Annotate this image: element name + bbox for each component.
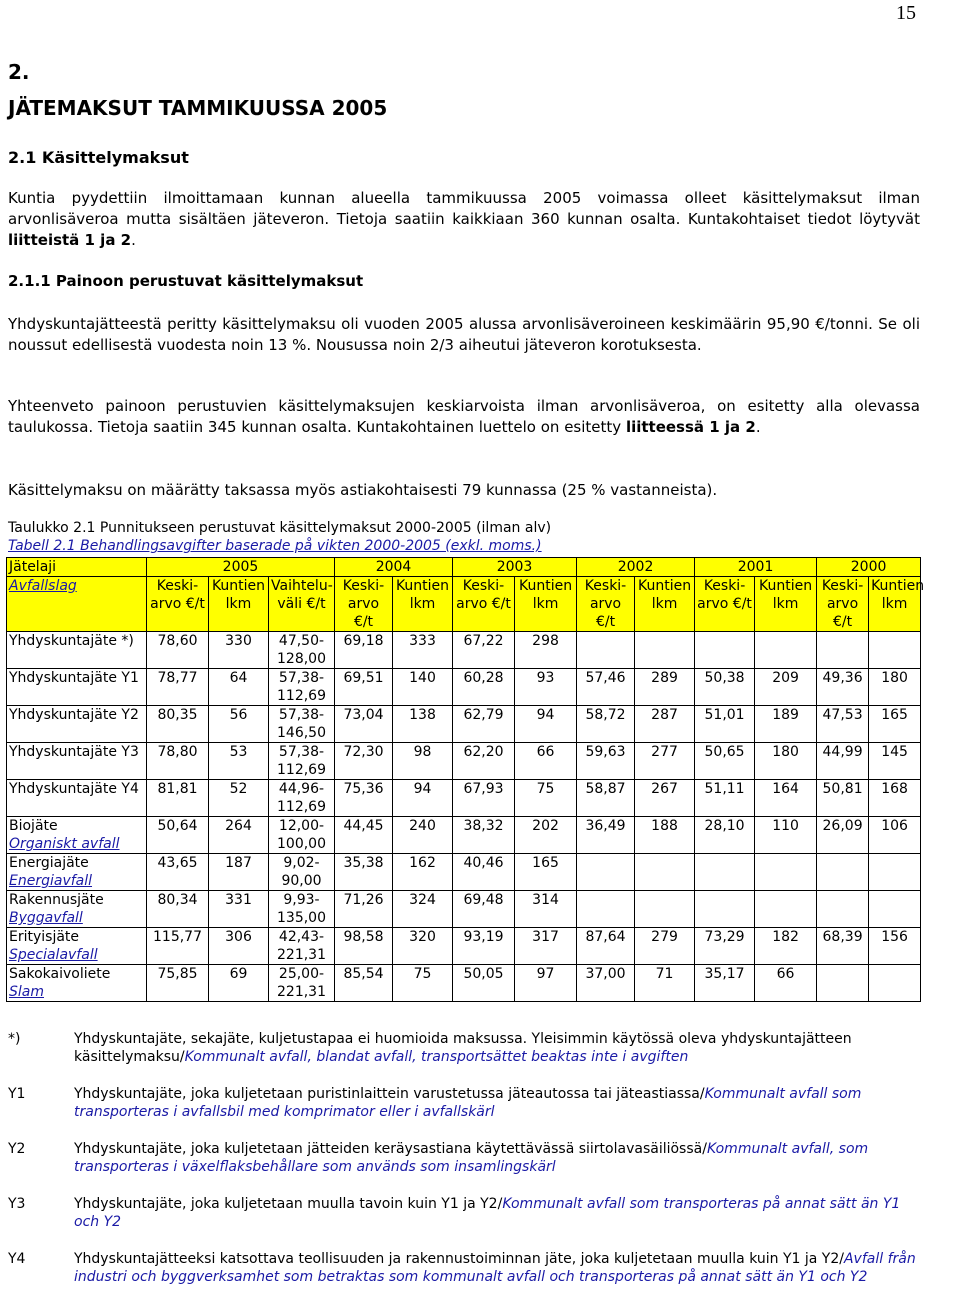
table-cell: 56 [209, 706, 269, 743]
table-cell: 80,34 [147, 891, 209, 928]
paragraph-2 [8, 396, 920, 438]
intro-paragraph [8, 188, 920, 251]
para2-end: . [755, 418, 761, 436]
table-cell [755, 891, 817, 928]
table-cell: 62,20 [453, 743, 515, 780]
table-cell [695, 891, 755, 928]
intro-bold-ref: liitteistä 1 ja 2 [8, 231, 132, 249]
row-label-fi: Yhdyskuntajäte Y2 [9, 707, 139, 723]
column-header: Keski-arvo €/t [577, 577, 635, 632]
table-cell: 69 [209, 965, 269, 1002]
row-label-sv: Organiskt avfall [9, 836, 120, 852]
table-cell: 330 [209, 632, 269, 669]
table-cell: 78,80 [147, 743, 209, 780]
table-row [7, 780, 921, 817]
footnote-text [74, 1030, 920, 1066]
table-cell: 73,04 [335, 706, 393, 743]
year-header: 2001 [695, 558, 817, 577]
table-cell: 138 [393, 706, 453, 743]
table-cell [817, 632, 869, 669]
row-label-fi: Rakennusjäte [9, 892, 104, 908]
column-header: Kuntien lkm [515, 577, 577, 632]
table-cell [577, 854, 635, 891]
column-header: Kuntien lkm [755, 577, 817, 632]
row-label-fi: Yhdyskuntajäte Y4 [9, 781, 139, 797]
footnotes [8, 1030, 920, 1305]
table-cell [635, 632, 695, 669]
table-cell: 52 [209, 780, 269, 817]
table-cell: 165 [869, 706, 921, 743]
footnote-key: *) [8, 1031, 21, 1047]
table-cell [635, 891, 695, 928]
table-cell: 98,58 [335, 928, 393, 965]
footnote-fi: Yhdyskuntajätteeksi katsottava teollisuuden ja rakennustoiminnan jäte, joka kuljetetaan muulla kuin Y1 ja Y2/ [74, 1251, 844, 1267]
table-cell: 314 [515, 891, 577, 928]
table-cell: 110 [755, 817, 817, 854]
year-header: 2000 [817, 558, 921, 577]
table-cell: 106 [869, 817, 921, 854]
footnote-text [74, 1195, 920, 1231]
table-cell: 58,87 [577, 780, 635, 817]
column-header: Kuntien lkm [209, 577, 269, 632]
row-label-fi: Yhdyskuntajäte *) [9, 633, 134, 649]
column-header: Kuntien lkm [869, 577, 921, 632]
table-cell: 57,38-112,69 [269, 743, 335, 780]
table-cell: 57,46 [577, 669, 635, 706]
footnote [8, 1030, 920, 1066]
table-cell: 98 [393, 743, 453, 780]
table-cell: 69,51 [335, 669, 393, 706]
footnote-sv: Avfall från industri och byggverksamhet som betraktas som kommunalt avfall och transporteras på annat sätt än Y1 och Y2 [74, 1251, 916, 1285]
table-cell: 53 [209, 743, 269, 780]
table-row [7, 854, 921, 891]
para2-bold-ref: liitteessä 1 ja 2 [625, 418, 756, 436]
row-label-sv: Slam [9, 984, 44, 1000]
table-cell: 71,26 [335, 891, 393, 928]
year-header: 2004 [335, 558, 453, 577]
table-cell: 67,22 [453, 632, 515, 669]
footnote-key: Y3 [8, 1196, 26, 1212]
table-cell: 81,81 [147, 780, 209, 817]
table-cell: 40,46 [453, 854, 515, 891]
table-row [7, 706, 921, 743]
table-cell [755, 632, 817, 669]
table-cell: 75 [393, 965, 453, 1002]
table-cell: 324 [393, 891, 453, 928]
column-header: Kuntien lkm [393, 577, 453, 632]
year-header: 2002 [577, 558, 695, 577]
table-cell: 188 [635, 817, 695, 854]
section-title: 2.1 Käsittelymaksut [8, 148, 189, 167]
table-cell: 180 [755, 743, 817, 780]
table-cell: 50,64 [147, 817, 209, 854]
table-cell: 182 [755, 928, 817, 965]
table-cell: 75 [515, 780, 577, 817]
column-header: Kuntien lkm [635, 577, 695, 632]
table-cell: 44,99 [817, 743, 869, 780]
table-cell: 50,65 [695, 743, 755, 780]
column-header: Keski-arvo €/t [335, 577, 393, 632]
table-cell [869, 854, 921, 891]
row-label-fi: Yhdyskuntajäte Y3 [9, 744, 139, 760]
table-cell: 306 [209, 928, 269, 965]
row-label [7, 817, 147, 854]
table-cell: 57,38-146,50 [269, 706, 335, 743]
table-cell: 36,49 [577, 817, 635, 854]
intro-end: . [131, 231, 136, 249]
footnote [8, 1140, 920, 1176]
table-cell [869, 632, 921, 669]
row-label-sv: Energiavfall [9, 873, 93, 889]
corner-fi: Jätelaji [7, 558, 147, 577]
footnote-key: Y4 [8, 1251, 26, 1267]
table-cell: 189 [755, 706, 817, 743]
year-header: 2003 [453, 558, 577, 577]
row-label-fi: Erityisjäte [9, 929, 80, 945]
table-cell: 287 [635, 706, 695, 743]
paragraph-1: Yhdyskuntajätteestä peritty käsittelymaksu oli vuoden 2005 alussa arvonlisäveroineen keskimäärin 95,90 €/tonni. Se oli noussut edellisestä vuodesta noin 13 %. Nousussa noin 2/3 aiheutui jäteveron korotuksesta. [8, 315, 920, 354]
table-cell: 68,39 [817, 928, 869, 965]
table-cell: 58,72 [577, 706, 635, 743]
table-cell: 93,19 [453, 928, 515, 965]
table-header-row [7, 558, 921, 577]
footnote-sv: Kommunalt avfall, blandat avfall, transportsättet beaktas inte i avgiften [184, 1049, 689, 1065]
table-cell: 162 [393, 854, 453, 891]
footnote-text [74, 1250, 920, 1286]
table-cell: 25,00-221,31 [269, 965, 335, 1002]
column-header: Keski-arvo €/t [453, 577, 515, 632]
column-header: Keski-arvo €/t [147, 577, 209, 632]
table-row [7, 965, 921, 1002]
paragraph-3: Käsittelymaksu on määrätty taksassa myös astiakohtaisesti 79 kunnassa (25 % vastanneista). [8, 481, 718, 499]
row-label [7, 706, 147, 743]
footnote-text [74, 1140, 920, 1176]
row-label [7, 928, 147, 965]
footnote-sv: Kommunalt avfall, som transporteras i växelflaksbehållare som används som insamlingskärl [74, 1141, 869, 1175]
table-cell: 9,02-90,00 [269, 854, 335, 891]
para2-text: Yhteenveto painoon perustuvien käsittelymaksujen keskiarvoista ilman arvonlisäveroa, on esitetty alla olevassa taulukossa. Tietoja saatiin 345 kunnan osalta. Kuntakohtainen luettelo on esitetty [8, 397, 920, 436]
table-cell: 85,54 [335, 965, 393, 1002]
table-cell [817, 965, 869, 1002]
table-row [7, 632, 921, 669]
table-cell: 156 [869, 928, 921, 965]
row-label-fi: Sakokaivoliete [9, 966, 111, 982]
row-label [7, 965, 147, 1002]
table-cell: 51,11 [695, 780, 755, 817]
table-cell: 51,01 [695, 706, 755, 743]
table-cell: 209 [755, 669, 817, 706]
table-cell: 145 [869, 743, 921, 780]
table-cell: 47,50-128,00 [269, 632, 335, 669]
chapter-heading [8, 54, 387, 126]
footnote-fi: Yhdyskuntajäte, joka kuljetetaan jätteiden keräysastiana käytettävässä siirtolavasäiliössä/ [74, 1141, 707, 1157]
table-row [7, 817, 921, 854]
table-cell: 37,00 [577, 965, 635, 1002]
table-cell: 50,81 [817, 780, 869, 817]
footnote-fi: Yhdyskuntajäte, joka kuljetetaan puristinlaittein varustetussa jäteautossa tai jäteastiassa/ [74, 1086, 705, 1102]
table-cell [577, 632, 635, 669]
table-cell: 93 [515, 669, 577, 706]
table-cell: 44,45 [335, 817, 393, 854]
table-cell: 140 [393, 669, 453, 706]
table-cell: 289 [635, 669, 695, 706]
intro-text: Kuntia pyydettiin ilmoittamaan kunnan alueella tammikuussa 2005 voimassa olleet käsittelymaksut ilman arvonlisäveroa mutta sisältäen jäteveron. Tietoja saatiin kaikkiaan 360 kunnan osalta. Kuntakohtaiset tiedot löytyvät [8, 189, 920, 228]
table-caption-sv: Tabell 2.1 Behandlingsavgifter baserade på vikten 2000-2005 (exkl. moms.) [8, 538, 542, 554]
table-cell: 187 [209, 854, 269, 891]
table-cell: 87,64 [577, 928, 635, 965]
table-cell: 12,00-100,00 [269, 817, 335, 854]
table-body [7, 632, 921, 1002]
table-cell: 75,85 [147, 965, 209, 1002]
table-cell: 73,29 [695, 928, 755, 965]
footnote-key: Y1 [8, 1086, 26, 1102]
row-label-fi: Biojäte [9, 818, 58, 834]
table-cell: 165 [515, 854, 577, 891]
row-label [7, 854, 147, 891]
row-label-sv: Specialavfall [9, 947, 98, 963]
footnote-text [74, 1085, 920, 1121]
row-label-sv: Byggavfall [9, 910, 83, 926]
table-cell [869, 891, 921, 928]
table-cell: 62,79 [453, 706, 515, 743]
footnote [8, 1085, 920, 1121]
table-cell: 320 [393, 928, 453, 965]
footnote [8, 1250, 920, 1286]
table-cell: 57,38-112,69 [269, 669, 335, 706]
table-cell: 180 [869, 669, 921, 706]
table-cell [755, 854, 817, 891]
table-cell: 164 [755, 780, 817, 817]
table-cell: 72,30 [335, 743, 393, 780]
column-header: Vaihtelu-väli €/t [269, 577, 335, 632]
table-cell: 240 [393, 817, 453, 854]
table-cell: 35,17 [695, 965, 755, 1002]
table-cell: 94 [515, 706, 577, 743]
table-cell: 317 [515, 928, 577, 965]
table-cell [817, 854, 869, 891]
chapter-title: JÄTEMAKSUT TAMMIKUUSSA 2005 [8, 96, 388, 120]
table-cell: 69,48 [453, 891, 515, 928]
table-row [7, 743, 921, 780]
table-cell: 279 [635, 928, 695, 965]
table-cell: 333 [393, 632, 453, 669]
fees-table [6, 557, 925, 1002]
table-cell: 26,09 [817, 817, 869, 854]
table-cell: 35,38 [335, 854, 393, 891]
year-header: 2005 [147, 558, 335, 577]
table-cell [635, 854, 695, 891]
table-cell: 66 [515, 743, 577, 780]
table-caption-fi: Taulukko 2.1 Punnitukseen perustuvat käsittelymaksut 2000-2005 (ilman alv) [8, 520, 552, 536]
column-header: Keski-arvo €/t [695, 577, 755, 632]
table-row [7, 891, 921, 928]
table-cell: 80,35 [147, 706, 209, 743]
table-cell: 38,32 [453, 817, 515, 854]
row-label [7, 632, 147, 669]
table-cell: 67,93 [453, 780, 515, 817]
table-cell: 49,36 [817, 669, 869, 706]
table-cell: 9,93-135,00 [269, 891, 335, 928]
table-cell: 71 [635, 965, 695, 1002]
page-number: 15 [896, 2, 916, 24]
table-cell: 331 [209, 891, 269, 928]
row-label [7, 669, 147, 706]
footnote-key: Y2 [8, 1141, 26, 1157]
chapter-number: 2. [8, 60, 30, 84]
table-cell: 42,43-221,31 [269, 928, 335, 965]
table-cell: 69,18 [335, 632, 393, 669]
table-cell: 44,96-112,69 [269, 780, 335, 817]
table-cell: 50,05 [453, 965, 515, 1002]
corner-sv [7, 577, 147, 632]
table-cell: 28,10 [695, 817, 755, 854]
table-cell [695, 854, 755, 891]
table-cell: 59,63 [577, 743, 635, 780]
corner-sv-text: Avfallslag [9, 578, 77, 594]
table-cell: 97 [515, 965, 577, 1002]
table-cell: 78,60 [147, 632, 209, 669]
table-cell: 264 [209, 817, 269, 854]
table-cell [695, 632, 755, 669]
table-row [7, 928, 921, 965]
table-cell: 277 [635, 743, 695, 780]
table-cell: 75,36 [335, 780, 393, 817]
table-cell: 64 [209, 669, 269, 706]
row-label-fi: Yhdyskuntajäte Y1 [9, 670, 139, 686]
table-cell: 66 [755, 965, 817, 1002]
table-cell: 47,53 [817, 706, 869, 743]
table-cell: 202 [515, 817, 577, 854]
table-cell [817, 891, 869, 928]
subsection-title: 2.1.1 Painoon perustuvat käsittelymaksut [8, 272, 364, 290]
table-cell: 168 [869, 780, 921, 817]
footnote-sv: Kommunalt avfall som transporteras i avfallsbil med komprimator eller i avfallskärl [74, 1086, 862, 1120]
table-cell: 60,28 [453, 669, 515, 706]
table-cell: 94 [393, 780, 453, 817]
footnote-fi: Yhdyskuntajäte, joka kuljetetaan muulla tavoin kuin Y1 ja Y2/ [74, 1196, 503, 1212]
footnote-sv: Kommunalt avfall som transporteras på annat sätt än Y1 och Y2 [74, 1196, 901, 1230]
column-header: Keski-arvo €/t [817, 577, 869, 632]
table-cell: 78,77 [147, 669, 209, 706]
table-subheader-row [7, 577, 921, 632]
table-cell [577, 891, 635, 928]
table-row [7, 669, 921, 706]
table-cell [869, 965, 921, 1002]
row-label [7, 743, 147, 780]
table-cell: 50,38 [695, 669, 755, 706]
table-cell: 115,77 [147, 928, 209, 965]
row-label [7, 891, 147, 928]
footnote [8, 1195, 920, 1231]
row-label [7, 780, 147, 817]
table-cell: 43,65 [147, 854, 209, 891]
row-label-fi: Energiajäte [9, 855, 89, 871]
footnote-fi: Yhdyskuntajäte, sekajäte, kuljetustapaa ei huomioida maksussa. Yleisimmin käytössä oleva yhdyskuntajätteen käsittelymaksu/ [74, 1031, 852, 1065]
table-cell: 298 [515, 632, 577, 669]
table-cell: 267 [635, 780, 695, 817]
